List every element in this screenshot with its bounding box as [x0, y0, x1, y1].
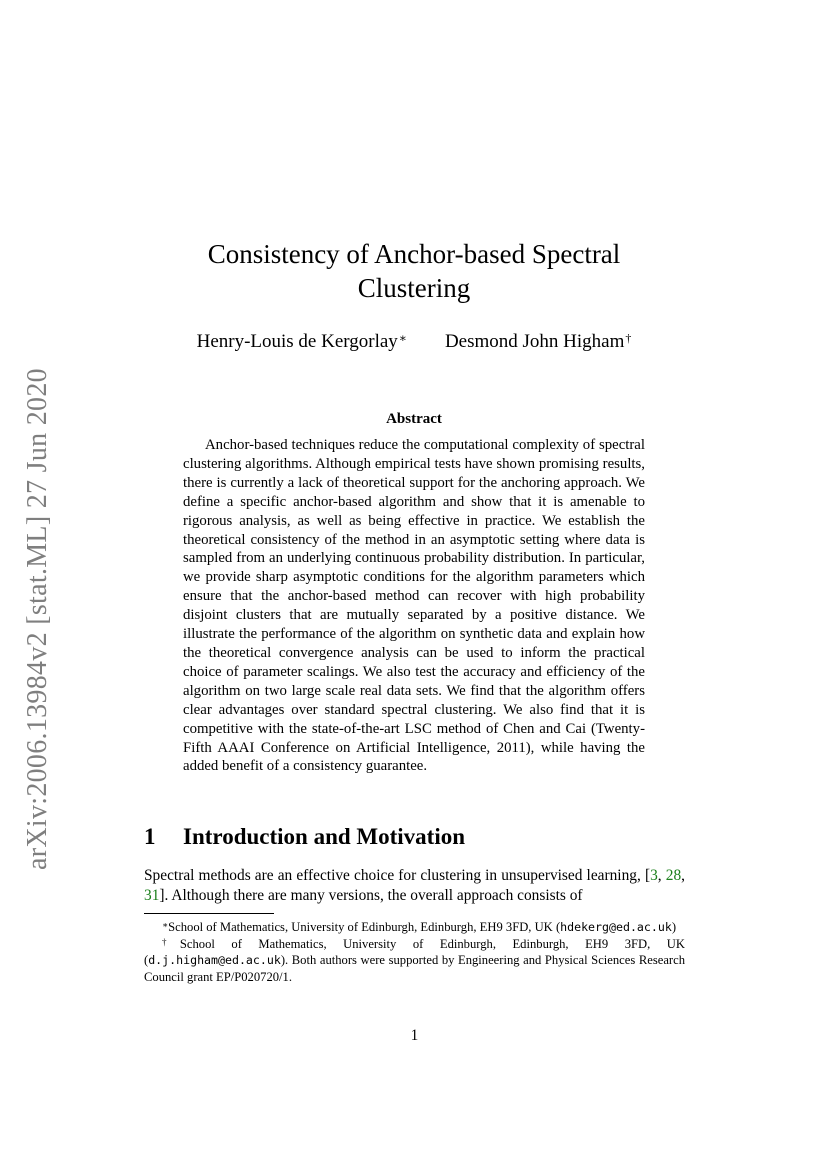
- footnotes: [144, 919, 685, 985]
- intro-text-continued: . Although there are many versions, the overall approach consists of: [164, 887, 583, 904]
- footnote-divider: [144, 913, 274, 914]
- author-footnote-mark[interactable]: ∗: [398, 331, 407, 345]
- abstract-heading: Abstract: [386, 411, 442, 427]
- section-title: Introduction and Motivation: [183, 824, 466, 849]
- arxiv-identifier: arXiv:2006.13984v2 [stat.ML] 27 Jun 2020: [22, 368, 53, 870]
- footnote-email[interactable]: d.j.higham@ed.ac.uk: [148, 953, 281, 967]
- abstract-text: Anchor-based techniques reduce the computational complexity of spectral clustering algorithms. Although empirical tests have shown promising results, there is currently a lack of theoretical support for the anchoring approach. We define a specific anchor-based algorithm and show that it is amenable to rigorous analysis, as well as being effective in practice. We establish the theoretical consistency of the method in an asymptotic setting where data is sampled from an underlying continuous probability distribution. In particular, we provide sharp asymptotic conditions for the algorithm parameters which ensure that the anchor-based method can recover with high probability disjoint clusters that are mutually separated by a positive distance. We illustrate the performance of the algorithm on synthetic data and explain how the theoretical convergence analysis can be used to inform the practical choice of parameter scalings. We also test the accuracy and efficiency of the algorithm on two large scale real data sets. We find that the algorithm offers clear advantages over standard spectral clustering. We also find that it is competitive with the state-of-the-art LSC method of Chen and Cai (Twenty-Fifth AAAI Conference on Artificial Intelligence, 2011), while having the added benefit of a consistency guarantee.: [183, 437, 645, 775]
- page-number: 1: [410, 1027, 419, 1044]
- section-heading: [144, 823, 704, 851]
- citation-bracket-open: [: [644, 867, 651, 884]
- footnote-text-after: . Both authors were supported by Engineering and Physical Sciences Research Council grant EP/P020720/1.: [144, 953, 685, 984]
- citation-link[interactable]: 28: [665, 867, 682, 884]
- author-list: [150, 330, 678, 354]
- author-2: [445, 330, 631, 354]
- paper-title: Consistency of Anchor-based Spectral Clustering: [207, 239, 621, 303]
- author-name: Henry-Louis de Kergorlay: [196, 331, 398, 352]
- footnote-text: School of Mathematics, University of Edinburgh, Edinburgh, EH9 3FD, UK: [179, 936, 685, 951]
- intro-text: Spectral methods are an effective choice for clustering in unsupervised learning,: [144, 867, 641, 884]
- citation-link[interactable]: 3: [650, 867, 658, 884]
- footnote-text: School of Mathematics, University of Edinburgh, Edinburgh, EH9 3FD, UK: [168, 920, 553, 934]
- footnote-email[interactable]: hdekerg@ed.ac.uk: [560, 920, 672, 934]
- citation-bracket-close: ]: [159, 887, 165, 904]
- citation-link[interactable]: 31: [144, 887, 160, 904]
- author-name: Desmond John Higham: [444, 331, 625, 352]
- footnote-2: †School of Mathematics, University of Edinburgh, Edinburgh, EH9 3FD, UK (d.j.higham@ed.ac.uk). Both authors were supported by Engineering and Physical Sciences Research Council grant EP/P020720/1.: [144, 936, 685, 984]
- section-number: 1: [144, 824, 156, 849]
- footnote-mark: ∗: [162, 920, 169, 930]
- author-footnote-mark[interactable]: †: [625, 331, 632, 345]
- footnote-1: ∗School of Mathematics, University of Edinburgh, Edinburgh, EH9 3FD, UK (hdekerg@ed.ac.uk): [162, 920, 677, 934]
- footnote-mark: †: [162, 936, 180, 947]
- intro-paragraph: Spectral methods are an effective choice for clustering in unsupervised learning, [3, 28, 31]. Although there are many versions, the overall approach consists of: [144, 867, 685, 904]
- author-1: [197, 330, 407, 354]
